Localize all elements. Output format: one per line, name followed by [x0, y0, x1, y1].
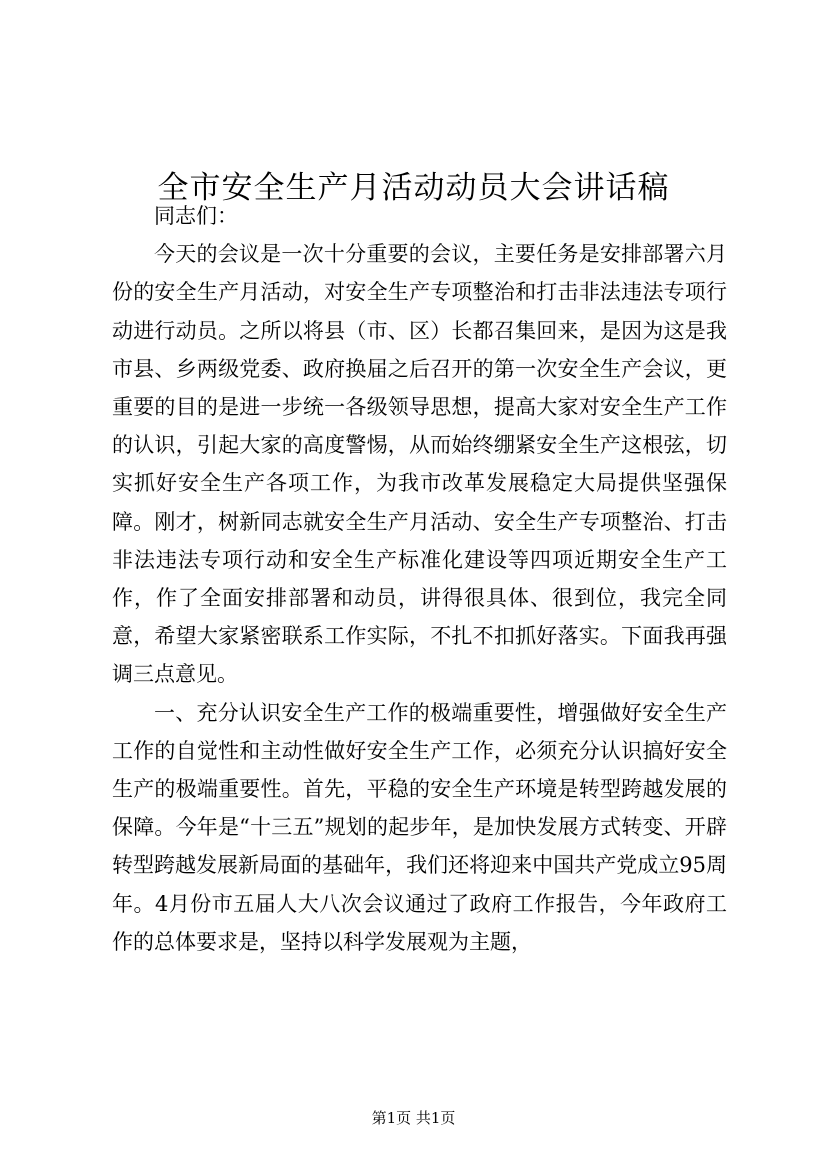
salutation: 同志们：: [154, 204, 238, 228]
document-body: [112, 197, 727, 961]
document-title: 全市安全生产月活动动员大会讲话稿: [157, 169, 670, 206]
paragraph-1: 今天的会议是一次十分重要的会议，主要任务是安排部署六月份的安全生产月活动，对安全生产专项整治和打击非法违法专项行动进行动员。之所以将县（市、区）长都召集回来，是因为这是我市县、乡两级党委、政府换届之后召开的第一次安全生产会议，更重要的目的是进一步统一各级领导思想，提高大家对安全生产工作的认识，引起大家的高度警惕，从而始终绷紧安全生产这根弦，切实抓好安全生产各项工作，为我市改革发展稳定大局提供坚强保障。刚才，树新同志就安全生产月活动、安全生产专项整治、打击非法违法专项行动和安全生产标准化建设等四项近期安全生产工作，作了全面安排部署和动员，讲得很具体、很到位，我完全同意，希望大家紧密联系工作实际，不扎不扣抓好落实。下面我再强调三点意见。: [112, 242, 727, 687]
page-number: 第1页 共1页: [371, 1109, 456, 1127]
paragraph-2: 一、充分认识安全生产工作的极端重要性，增强做好安全生产工作的自觉性和主动性做好安全生产工作，必须充分认识搞好安全生产的极端重要性。首先，平稳的安全生产环境是转型跨越发展的保障。今年是“十三五”规划的起步年，是加快发展方式转变、开辟转型跨越发展新局面的基础年，我们还将迎来中国共产党成立95周年。4月份市五届人大八次会议通过了政府工作报告，今年政府工作的总体要求是，坚持以科学发展观为主题，: [112, 700, 727, 954]
